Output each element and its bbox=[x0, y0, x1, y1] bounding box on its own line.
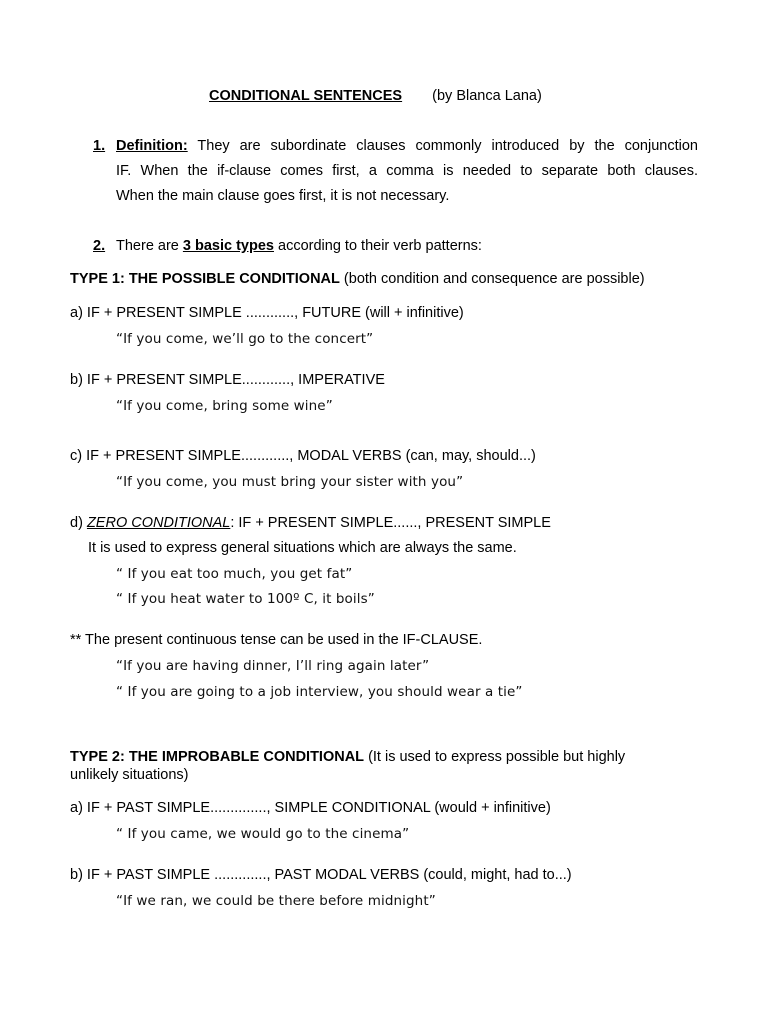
type2-b-example: “If we ran, we could be there before midnight” bbox=[116, 893, 436, 909]
type2-note-line1: (It is used to express possible but highly bbox=[368, 749, 626, 765]
type1-b-rule: b) IF + PRESENT SIMPLE............, IMPERATIVE bbox=[70, 372, 385, 388]
definition-label: Definition: bbox=[116, 138, 188, 154]
type2-a-example: “ If you came, we would go to the cinema” bbox=[116, 826, 410, 842]
point2-bold: 3 basic types bbox=[182, 238, 274, 254]
point2-number: 2. bbox=[93, 238, 106, 254]
point1-text1: They are subordinate clauses commonly introduced by the conjunction bbox=[197, 138, 698, 154]
type2-a-rule: a) IF + PAST SIMPLE.............., SIMPLE CONDITIONAL (would + infinitive) bbox=[70, 800, 551, 816]
continuous-example2: “ If you are going to a job interview, you should wear a tie” bbox=[116, 684, 523, 700]
document-title bbox=[209, 87, 542, 105]
zero-conditional-label: ZERO CONDITIONAL bbox=[86, 515, 231, 531]
type1-d-rule bbox=[70, 514, 551, 532]
point1-line2: IF. When the if-clause comes first, a comma is needed to separate both clauses. bbox=[116, 163, 698, 179]
type1-d-explanation: It is used to express general situations which are always the same. bbox=[88, 540, 517, 556]
type1-a-rule: a) IF + PRESENT SIMPLE ............, FUTURE (will + infinitive) bbox=[70, 305, 464, 321]
type2-note-line2: unlikely situations) bbox=[70, 767, 189, 783]
point1-number: 1. bbox=[93, 138, 106, 154]
type1-heading-line bbox=[70, 270, 645, 288]
type2-heading-line bbox=[70, 748, 625, 766]
point1-line3: When the main clause goes first, it is not necessary. bbox=[116, 188, 450, 204]
type1-note: (both condition and consequence are possible) bbox=[343, 271, 645, 287]
type1-d-rule-rest: : IF + PRESENT SIMPLE......, PRESENT SIMPLE bbox=[230, 515, 551, 531]
continuous-note: ** The present continuous tense can be used in the IF-CLAUSE. bbox=[70, 632, 483, 648]
title-author: (by Blanca Lana) bbox=[432, 88, 542, 104]
type1-b-example: “If you come, bring some wine” bbox=[116, 398, 333, 414]
type1-heading: TYPE 1: THE POSSIBLE CONDITIONAL bbox=[70, 271, 340, 287]
type2-b-rule: b) IF + PAST SIMPLE ............., PAST MODAL VERBS (could, might, had to...) bbox=[70, 867, 572, 883]
type1-d-example1: “ If you eat too much, you get fat” bbox=[116, 566, 353, 582]
type1-a-example: “If you come, we’ll go to the concert” bbox=[116, 331, 374, 347]
continuous-example1: “If you are having dinner, I’ll ring again later” bbox=[116, 658, 430, 674]
point2-text bbox=[116, 237, 482, 255]
point1-line1 bbox=[116, 137, 698, 155]
type1-d-prefix: d) bbox=[70, 515, 83, 531]
type1-c-rule: c) IF + PRESENT SIMPLE............, MODAL VERBS (can, may, should...) bbox=[70, 448, 536, 464]
type2-heading: TYPE 2: THE IMPROBABLE CONDITIONAL bbox=[70, 749, 365, 765]
title-main: CONDITIONAL SENTENCES bbox=[209, 88, 403, 104]
point2-pre: There are bbox=[116, 238, 179, 254]
point2-post: according to their verb patterns: bbox=[278, 238, 482, 254]
type1-d-example2: “ If you heat water to 100º C, it boils” bbox=[116, 591, 375, 607]
type1-c-example: “If you come, you must bring your sister with you” bbox=[116, 474, 464, 490]
